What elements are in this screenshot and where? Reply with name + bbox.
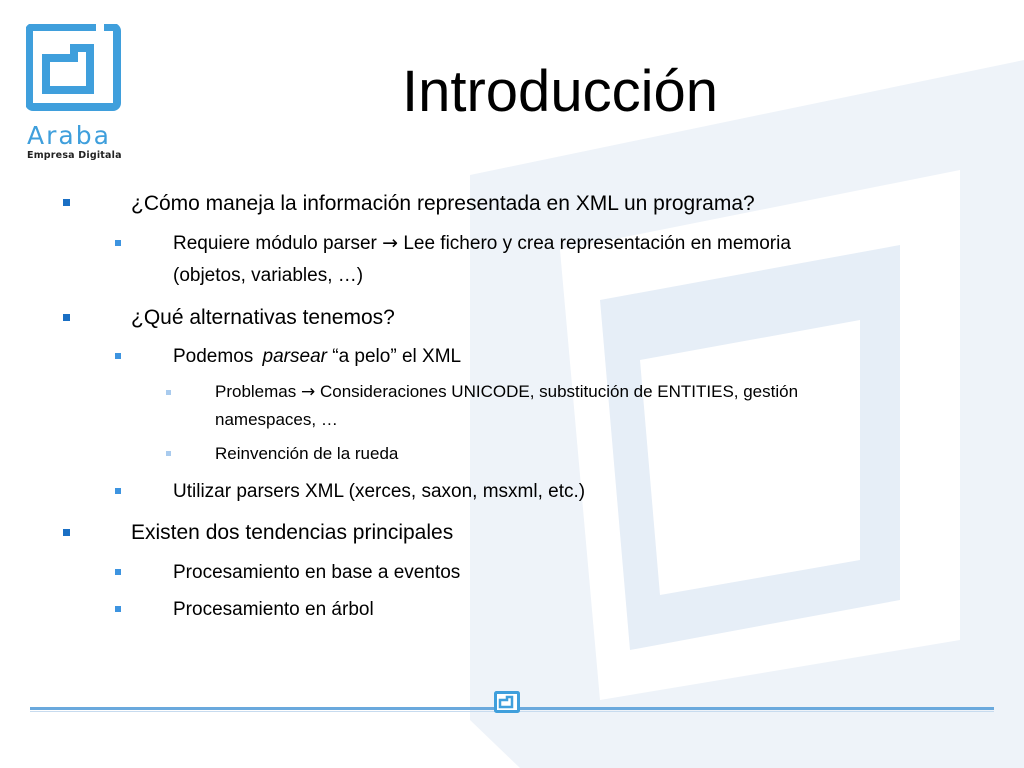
bullet-text	[215, 380, 798, 405]
bullet-text	[173, 230, 791, 258]
bullet-level2	[115, 353, 121, 359]
bullet-text-part: Consideraciones UNICODE, substitución de ENTITIES, gestión	[315, 382, 799, 401]
bullet-text-italic: parsear	[262, 346, 327, 367]
bullet-level2	[115, 606, 121, 612]
bullet-text: Utilizar parsers XML (xerces, saxon, msxml, etc.)	[173, 481, 586, 502]
logo-subtitle: Empresa Digitala	[27, 150, 122, 161]
bullet-level1	[63, 529, 70, 536]
slide-title: Introducción	[402, 59, 718, 124]
bullet-text: ¿Cómo maneja la información representada en XML un programa?	[131, 192, 755, 215]
arrow-right-icon: →	[300, 382, 316, 402]
bullet-level2	[115, 240, 121, 246]
logo-name: Araba	[27, 121, 111, 150]
arrow-right-icon: →	[382, 232, 399, 254]
bullet-text: Procesamiento en base a eventos	[173, 562, 461, 583]
bullet-level1	[63, 199, 70, 206]
bullet-text-continuation: namespaces, …	[215, 410, 338, 429]
bullet-level3	[166, 451, 171, 456]
bullet-text-continuation: (objetos, variables, …)	[173, 265, 364, 286]
bullet-level2	[115, 488, 121, 494]
bullet-level2	[115, 569, 121, 575]
footer-logo-icon	[494, 691, 520, 713]
bullet-text-part: Podemos	[173, 346, 259, 367]
bullet-level3	[166, 390, 171, 395]
bullet-text-part: Requiere módulo parser	[173, 233, 383, 254]
bullet-text: Procesamiento en árbol	[173, 599, 374, 620]
bullet-text: Reinvención de la rueda	[215, 444, 399, 463]
bullet-text-part: “a pelo” el XML	[326, 346, 462, 367]
bullet-text	[173, 343, 461, 371]
bullet-level1	[63, 314, 70, 321]
bullet-text-part: Problemas	[215, 382, 301, 401]
bullet-text: Existen dos tendencias principales	[131, 521, 454, 544]
bullet-text-part: Lee fichero y crea representación en memoria	[398, 233, 791, 254]
bullet-text: ¿Qué alternativas tenemos?	[131, 306, 395, 329]
